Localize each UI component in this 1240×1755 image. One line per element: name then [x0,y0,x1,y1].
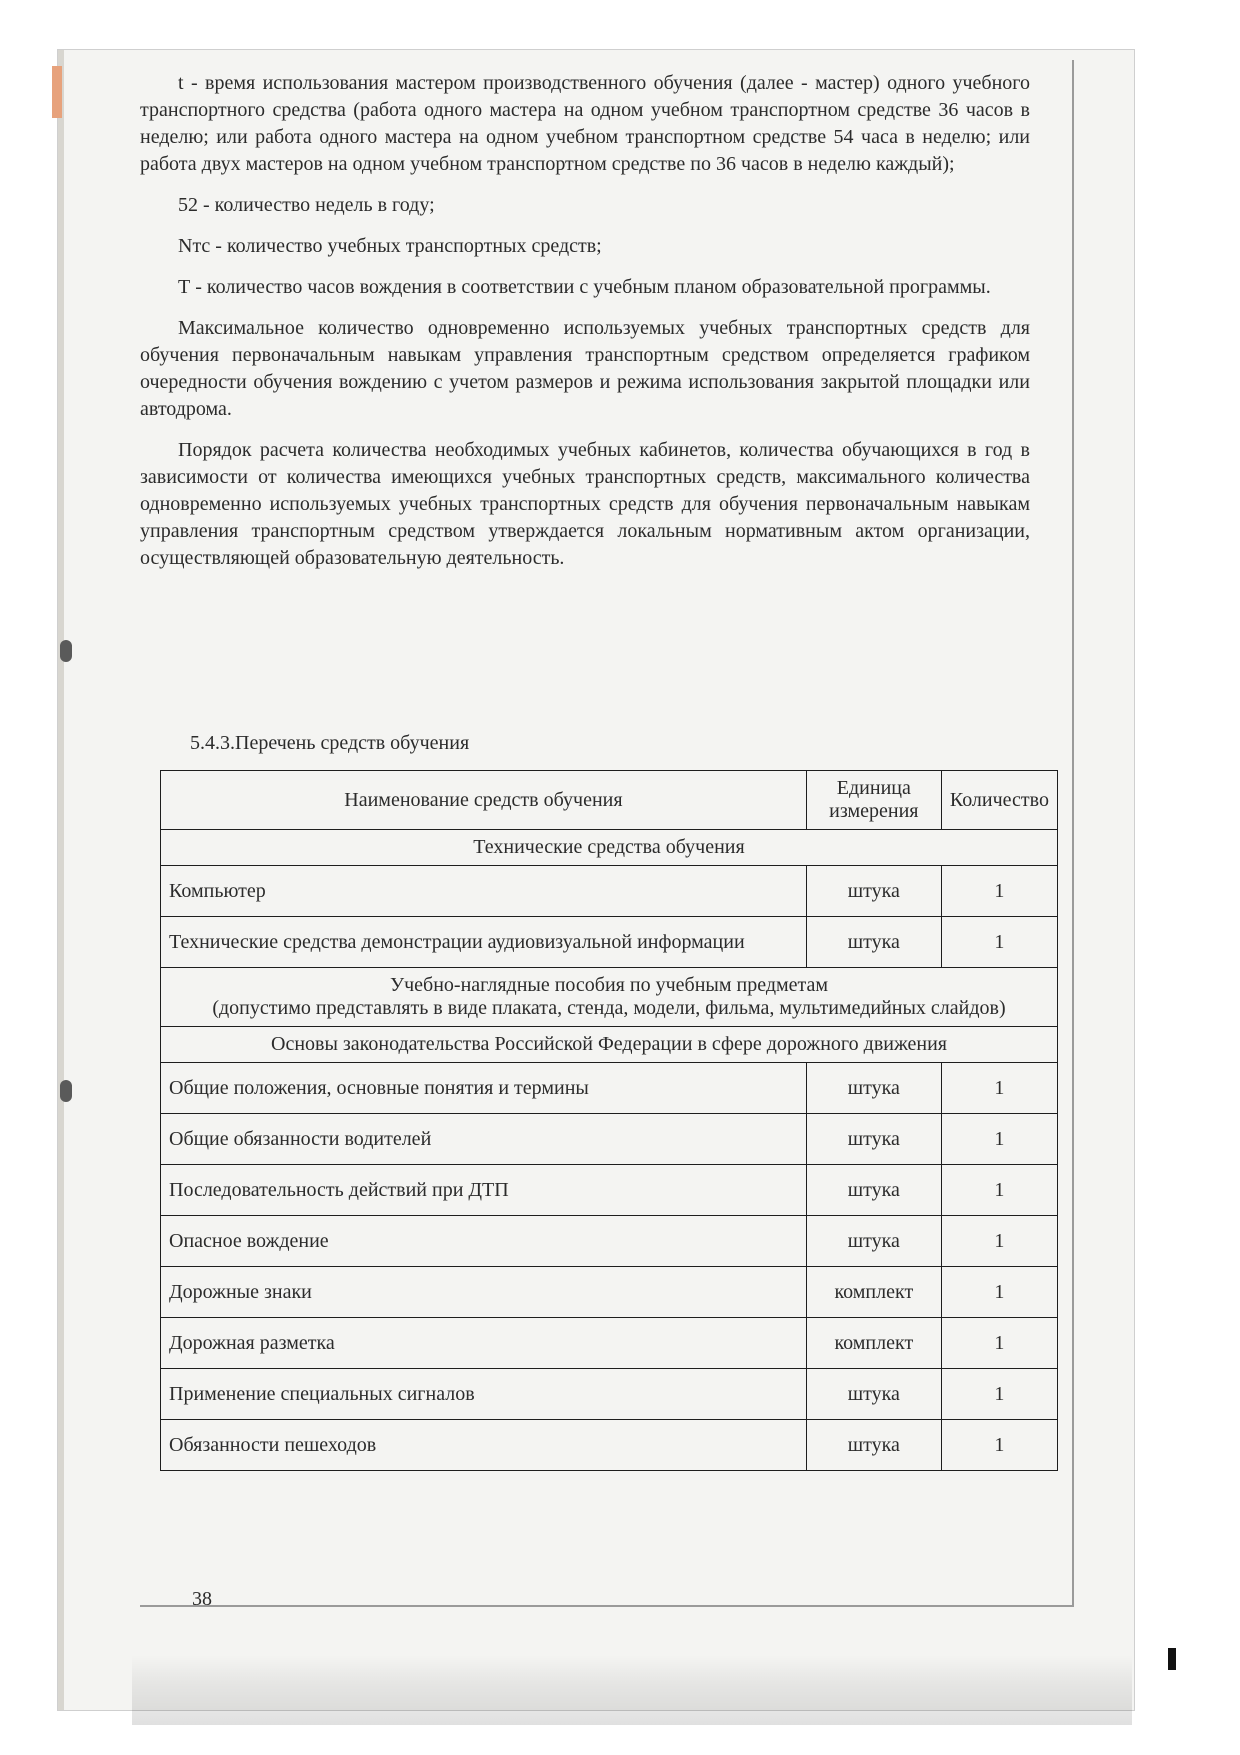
paragraph: Порядок расчета количества необходимых учебных кабинетов, количества обучающихся в год в зависимости от количества имеющихся учебных транспортных средств, максимального количества одновременно используемых учебных транспортных средств для обучения первоначальным навыкам управления транспортным средством утверждается локальным нормативным актом организации, осуществляющей образовательную деятельность. [140,439,1030,569]
header-unit: Единица измерения [806,771,941,830]
paragraph: 52 - количество недель в году; [178,194,435,216]
item-name: Опасное вождение [161,1216,807,1267]
item-qty: 1 [941,917,1057,968]
group-title [161,968,1058,1027]
table-row [161,1318,1058,1369]
item-qty: 1 [941,1420,1057,1471]
header-qty: Количество [941,771,1057,830]
item-unit: штука [806,1063,941,1114]
header-name: Наименование средств обучения [161,771,807,830]
table-row [161,1216,1058,1267]
item-name: Дорожные знаки [161,1267,807,1318]
scan-shadow [132,1655,1132,1725]
table-row [161,1114,1058,1165]
item-qty: 1 [941,1216,1057,1267]
item-unit: штука [806,917,941,968]
item-qty: 1 [941,1114,1057,1165]
item-name: Дорожная разметка [161,1318,807,1369]
table-row [161,1369,1058,1420]
item-unit: комплект [806,1318,941,1369]
table-row [161,1420,1058,1471]
table-row [161,917,1058,968]
group-title-line1: Учебно-наглядные пособия по учебным предметам [389,974,829,996]
binder-hole [60,640,72,662]
equipment-table [160,770,1058,1471]
page-number: 38 [192,1588,212,1610]
table-row [161,866,1058,917]
item-qty: 1 [941,1369,1057,1420]
paragraph: t - время использования мастером производственного обучения (далее - мастер) одного учебного транспортного средства (работа одного мастера на одном учебном транспортном средстве 36 часов в неделю; или работа одного мастера на одном учебном транспортном средстве 54 часа в неделю; или работа двух мастеров на одном учебном транспортном средстве по 36 часов в неделю каждый); [140,72,1030,175]
item-unit: комплект [806,1267,941,1318]
table-row [161,1165,1058,1216]
item-unit: штука [806,1369,941,1420]
item-unit: штука [806,1216,941,1267]
item-qty: 1 [941,1267,1057,1318]
item-name: Последовательность действий при ДТП [161,1165,807,1216]
section-heading: 5.4.3.Перечень средств обучения [190,732,470,754]
paragraph: Максимальное количество одновременно используемых учебных транспортных средств для обучения первоначальным навыкам управления транспортным средством определяется графиком очередности обучения вождению с учетом размеров и режима использования закрытой площадки или автодрома. [140,317,1030,420]
group-title: Технические средства обучения [161,830,1058,866]
item-unit: штука [806,866,941,917]
item-name: Обязанности пешеходов [161,1420,807,1471]
table-header-row [161,771,1058,830]
item-name: Применение специальных сигналов [161,1369,807,1420]
item-name: Общие обязанности водителей [161,1114,807,1165]
body-text [140,70,1030,586]
group-row [161,1027,1058,1063]
group-title-line2: (допустимо представлять в виде плаката, стенда, модели, фильма, мультимедийных слайдов) [212,997,1006,1019]
item-qty: 1 [941,1318,1057,1369]
group-title: Основы законодательства Российской Федерации в сфере дорожного движения [161,1027,1058,1063]
item-qty: 1 [941,866,1057,917]
item-name: Технические средства демонстрации аудиовизуальной информации [161,917,807,968]
group-row [161,968,1058,1027]
page-corner-mark [1168,1648,1176,1670]
page-edge-tab [52,66,62,118]
table-row [161,1063,1058,1114]
item-unit: штука [806,1420,941,1471]
item-name: Компьютер [161,866,807,917]
item-unit: штука [806,1114,941,1165]
binder-hole [60,1080,72,1102]
item-unit: штука [806,1165,941,1216]
paragraph: Т - количество часов вождения в соответствии с учебным планом образовательной программы. [178,276,991,298]
item-qty: 1 [941,1165,1057,1216]
item-name: Общие положения, основные понятия и термины [161,1063,807,1114]
item-qty: 1 [941,1063,1057,1114]
paragraph: Nтс - количество учебных транспортных средств; [178,235,602,257]
table-row [161,1267,1058,1318]
group-row [161,830,1058,866]
